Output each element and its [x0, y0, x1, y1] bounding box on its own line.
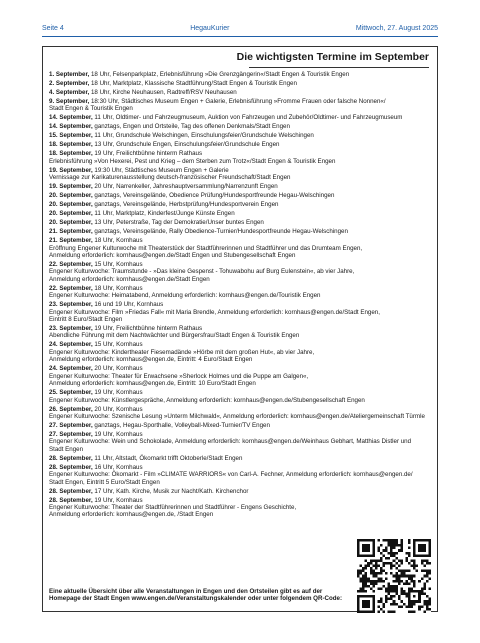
event-text: 13 Uhr, Grundschule Engen, Einschulungsfeier/Grundschule Engen: [94, 141, 280, 149]
event-line: [49, 332, 431, 339]
event-date: 24. September,: [49, 341, 93, 349]
event-line: [49, 183, 431, 190]
event-text: Engener Kulturwoche: Ökomarkt - Film »CLIMATE WARRIORS« von Carl-A. Fechner, Anmeldung erforderlich: kornhaus@engen.de/: [49, 471, 413, 479]
footer-note: Eine aktuelle Übersicht über alle Veranstaltungen in Engen und den Ortsteilen gibt es auf der Homepage der Stadt Engen www.engen.de/Veranstaltungskalender oder unter folgendem QR-Code:: [49, 588, 343, 603]
event-text: 20 Uhr, Narrenkeller, Jahreshauptversammlung/Narrenzunft Engen: [94, 183, 278, 191]
event-entry: [49, 389, 431, 404]
event-text: 18 Uhr, Kirche Neuhausen, Radtreff/RSV Neuhausen: [90, 89, 237, 96]
event-entry: [49, 464, 431, 486]
event-line: [49, 455, 431, 462]
event-text: Anmeldung erforderlich: kornhaus@engen.de, Eintritt: 10 Euro/Stadt Engen: [49, 380, 256, 388]
event-text: Engener Kulturwoche: Film »Friedas Fall« mit Maria Brendle, Anmeldung erforderlich: kornhaus@engen.de/Stadt Engen,: [49, 308, 380, 316]
event-date: 4. September,: [49, 89, 90, 96]
event-line: [49, 325, 431, 332]
event-line: [49, 301, 431, 308]
event-entry: [49, 406, 431, 421]
event-date: 28. September,: [49, 454, 93, 462]
event-entry: [49, 488, 431, 495]
event-text: 15 Uhr, Kornhaus: [94, 261, 143, 269]
event-entry: [49, 114, 431, 121]
event-line: [49, 268, 431, 275]
event-text: ganztags, Vereinsgelände, Rally Obedience-Turnier/Hundesportfreunde Hegau-Welschingen: [94, 228, 348, 236]
event-entry: [49, 123, 431, 130]
event-entry: [49, 261, 431, 283]
event-line: [49, 276, 431, 283]
event-entry: [49, 167, 431, 182]
event-entry: [49, 71, 431, 78]
event-text: 20 Uhr, Kornhaus: [94, 365, 143, 373]
event-text: Vernissage zur Karikaturenausstellung deutsch-französischer Freundschaft/Stadt Engen: [49, 174, 291, 182]
event-date: 28. September,: [49, 463, 93, 471]
event-date: 19. September,: [49, 166, 93, 174]
event-text: Anmeldung erforderlich: kornhaus@engen.de, Eintritt: 4 Euro/Stadt Engen: [49, 356, 253, 364]
event-entry: [49, 183, 431, 190]
event-date: 27. September,: [49, 430, 93, 438]
event-line: [49, 389, 431, 396]
event-line: [49, 201, 431, 208]
event-date: 2. September,: [49, 80, 90, 87]
event-text: 18 Uhr, Marktplatz, Klassische Stadtführung/Stadt Engen & Touristik Engen: [90, 80, 297, 87]
event-date: 14. September,: [49, 114, 93, 122]
event-text: Engener Kulturwoche: Künstlergespräche, Anmeldung erforderlich: kornhaus@engen.de/Stubengesellschaft Engen: [49, 396, 365, 404]
event-text: ganztags, Hegau-Sporthalle, Volleyball-Mixed-Turnier/TV Engen: [94, 421, 270, 429]
event-entry: [49, 237, 431, 259]
page-number: Seite 4: [42, 25, 64, 32]
event-text: 19 Uhr, Kornhaus: [94, 496, 143, 504]
event-date: 22. September,: [49, 284, 93, 292]
event-text: 18 Uhr, Kornhaus: [94, 284, 143, 292]
event-line: [49, 192, 431, 199]
event-date: 26. September,: [49, 405, 93, 413]
event-entry: [49, 141, 431, 148]
event-text: 16 und 19 Uhr, Kornhaus: [94, 301, 164, 309]
event-line: [49, 89, 431, 96]
event-line: [49, 150, 431, 157]
event-entry: [49, 132, 431, 139]
event-text: 13 Uhr, Peterstraße, Tag der Demokratie/Unser buntes Engen: [94, 219, 264, 227]
page-header: [42, 22, 438, 37]
event-entry: [49, 210, 431, 217]
event-entry: [49, 219, 431, 226]
event-entry: [49, 89, 431, 96]
event-line: [49, 237, 431, 244]
event-line: [49, 488, 431, 495]
event-entry: [49, 325, 431, 340]
event-line: [49, 406, 431, 413]
issue-date: Mittwoch, 27. August 2025: [355, 25, 438, 32]
event-line: [49, 141, 431, 148]
event-line: [49, 397, 431, 404]
event-line: [49, 252, 431, 259]
event-line: [49, 380, 431, 387]
event-text: Stadt Engen & Touristik Engen: [49, 105, 133, 113]
qr-code[interactable]: [357, 539, 431, 613]
event-line: [49, 479, 431, 486]
event-entry: [49, 422, 431, 429]
event-text: 11 Uhr, Grundschule Welschingen, Einschulungsfeier/Grundschule Welschingen: [94, 132, 314, 140]
event-text: 11 Uhr, Oldtimer- und Fahrzeugmuseum, Auktion von Fahrzeugen und Zubehör/Oldtimer- und Fahrzeugmuseum: [94, 114, 403, 122]
event-date: 21. September,: [49, 237, 93, 245]
event-entry: [49, 301, 431, 323]
event-text: Erlebnisführung »Von Hexerei, Pest und Krieg – dem Sterben zum Trotz«/Stadt Engen & Touristik Engen: [49, 157, 336, 165]
event-line: [49, 356, 431, 363]
event-date: 20. September,: [49, 192, 93, 200]
event-line: [49, 464, 431, 471]
event-date: 18. September,: [49, 141, 93, 149]
event-text: 17 Uhr, Kath. Kirche, Musik zur Nacht/Kath. Kirchenchor: [94, 487, 249, 495]
event-entry: [49, 150, 431, 165]
event-line: [49, 228, 431, 235]
event-line: [49, 158, 431, 165]
event-line: [49, 132, 431, 139]
event-text: Abendliche Führung mit dem Nachtwächter und Bürgersfrau/Stadt Engen & Touristik Engen: [49, 332, 300, 340]
event-line: [49, 261, 431, 268]
event-date: 23. September,: [49, 325, 93, 333]
event-line: [49, 413, 431, 420]
event-line: [49, 511, 431, 518]
event-line: [49, 431, 431, 438]
event-text: 19 Uhr, Kornhaus: [94, 389, 143, 397]
event-text: Stadt Engen, Eintritt 5 Euro/Stadt Engen: [49, 478, 160, 486]
event-line: [49, 105, 431, 112]
event-text: 11 Uhr, Marktplatz, Kinderfest/Junge Künste Engen: [94, 210, 235, 218]
event-text: 20 Uhr, Kornhaus: [94, 405, 143, 413]
event-line: [49, 365, 431, 372]
event-text: 16 Uhr, Kornhaus: [94, 463, 143, 471]
event-line: [49, 316, 431, 323]
event-line: [49, 174, 431, 181]
event-text: 19 Uhr, Freilichtbühne hinterm Rathaus: [94, 150, 203, 158]
event-text: ganztags, Vereinsgelände, Obedience Prüfung/Hundesportfreunde Hegau-Welschingen: [94, 192, 335, 200]
event-text: 19 Uhr, Freilichtbühne hinterm Rathaus: [94, 325, 203, 333]
event-date: 14. September,: [49, 123, 93, 131]
event-date: 9. September,: [49, 98, 90, 105]
event-line: [49, 71, 431, 78]
event-text: Engener Kulturwoche: Theater für Erwachsene »Sherlock Holmes und die Puppe am Galgen«,: [49, 372, 309, 380]
event-text: 15 Uhr, Kornhaus: [94, 341, 143, 349]
event-text: 18 Uhr, Felsenparkplatz, Erlebnisführung »Die Grenzgängerin«/Stadt Engen & Touristik Engen: [90, 71, 350, 78]
event-line: [49, 373, 431, 380]
event-date: 28. September,: [49, 487, 93, 495]
event-line: [49, 349, 431, 356]
event-text: Eintritt 8 Euro/Stadt Engen: [49, 316, 123, 324]
event-text: Engener Kulturwoche: Wein und Schokolade, Anmeldung erforderlich: kornhaus@engen.de/Weinhaus Gebhart, Matthias Distler und: [49, 438, 412, 446]
event-entry: [49, 285, 431, 300]
event-line: [49, 422, 431, 429]
event-line: [49, 438, 431, 445]
event-text: 18:30 Uhr, Städtisches Museum Engen + Galerie, Erlebnisführung »Fromme Frauen oder falsche Nonnen«/: [90, 98, 386, 105]
event-text: Eröffnung Engener Kulturwoche mit Theaterstück der Stadtführerinnen und Stadtführer und das Drumteam Engen,: [49, 244, 363, 252]
event-text: ganztags, Vereinsgelände, Herbstprüfung/Hundesportverein Engen: [94, 201, 279, 209]
event-date: 28. September,: [49, 496, 93, 504]
event-date: 20. September,: [49, 210, 93, 218]
event-entry: [49, 497, 431, 519]
event-entry: [49, 201, 431, 208]
event-line: [49, 446, 431, 453]
event-text: ganztags, Engen und Ortsteile, Tag des offenen Denkmals/Stadt Engen: [94, 123, 290, 131]
event-line: [49, 309, 431, 316]
event-line: [49, 210, 431, 217]
event-line: [49, 497, 431, 504]
event-line: [49, 167, 431, 174]
event-line: [49, 471, 431, 478]
event-text: Engener Kulturwoche: Szenische Lesung »Unterm Milchwald«, Anmeldung erforderlich: kornhaus@engen.de/Ateliergemeinschaft Türmle: [49, 412, 425, 420]
event-date: 20. September,: [49, 201, 93, 209]
event-date: 24. September,: [49, 365, 93, 373]
event-text: Stadt Engen: [49, 445, 84, 453]
event-text: Engener Kulturwoche: Kindertheater Fiesemadände »Hörbe mit dem großen Hut«, ab vier Jahre,: [49, 348, 315, 356]
event-entry: [49, 98, 431, 113]
event-date: 21. September,: [49, 228, 93, 236]
event-line: [49, 219, 431, 226]
event-entry: [49, 455, 431, 462]
event-entry: [49, 431, 431, 453]
event-date: 22. September,: [49, 261, 93, 269]
event-list: [49, 71, 431, 520]
event-entry: [49, 228, 431, 235]
event-line: [49, 123, 431, 130]
event-date: 1. September,: [49, 71, 90, 78]
event-date: 27. September,: [49, 421, 93, 429]
event-entry: [49, 365, 431, 387]
event-text: Engener Kulturwoche: Traumstunde - »Das kleine Gespenst - Tohuwabohu auf Burg Eulenstein«, ab vier Jahre,: [49, 268, 355, 276]
event-text: Anmeldung erforderlich: kornhaus@engen.de/Stadt Engen: [49, 275, 210, 283]
event-text: 11 Uhr, Altstadt, Ökomarkt trifft Oktoberle/Stadt Engen: [94, 454, 243, 462]
events-title: Die wichtigsten Termine im September: [236, 51, 429, 63]
event-entry: [49, 341, 431, 363]
event-date: 18. September,: [49, 150, 93, 158]
event-line: [49, 245, 431, 252]
event-text: Anmeldung erforderlich: kornhaus@engen.de, /Stadt Engen: [49, 511, 214, 519]
event-text: Anmeldung erforderlich: kornhaus@engen.de/Stadt Engen und Stubengesellschaft Engen: [49, 252, 296, 260]
event-text: Engener Kulturwoche: Theater der Stadtführerinnen und Stadtführer - Engens Geschichte,: [49, 503, 297, 511]
events-box: [42, 46, 438, 612]
event-line: [49, 98, 431, 105]
event-date: 23. September,: [49, 301, 93, 309]
event-line: [49, 285, 431, 292]
event-entry: [49, 80, 431, 87]
event-date: 19. September,: [49, 183, 93, 191]
event-text: Engener Kulturwoche: Heimatabend, Anmeldung erforderlich: kornhaus@engen.de/Touristik Engen: [49, 292, 321, 300]
event-date: 15. September,: [49, 132, 93, 140]
event-text: 19:30 Uhr, Städtisches Museum Engen + Galerie: [94, 166, 229, 174]
event-line: [49, 114, 431, 121]
event-line: [49, 504, 431, 511]
title-divider: [249, 67, 429, 68]
event-text: 18 Uhr, Kornhaus: [94, 237, 143, 245]
publication-name: HegauKurier: [190, 25, 230, 32]
event-date: 25. September,: [49, 389, 93, 397]
event-text: 19 Uhr, Kornhaus: [94, 430, 143, 438]
event-entry: [49, 192, 431, 199]
event-line: [49, 292, 431, 299]
event-date: 20. September,: [49, 219, 93, 227]
event-line: [49, 341, 431, 348]
event-line: [49, 80, 431, 87]
